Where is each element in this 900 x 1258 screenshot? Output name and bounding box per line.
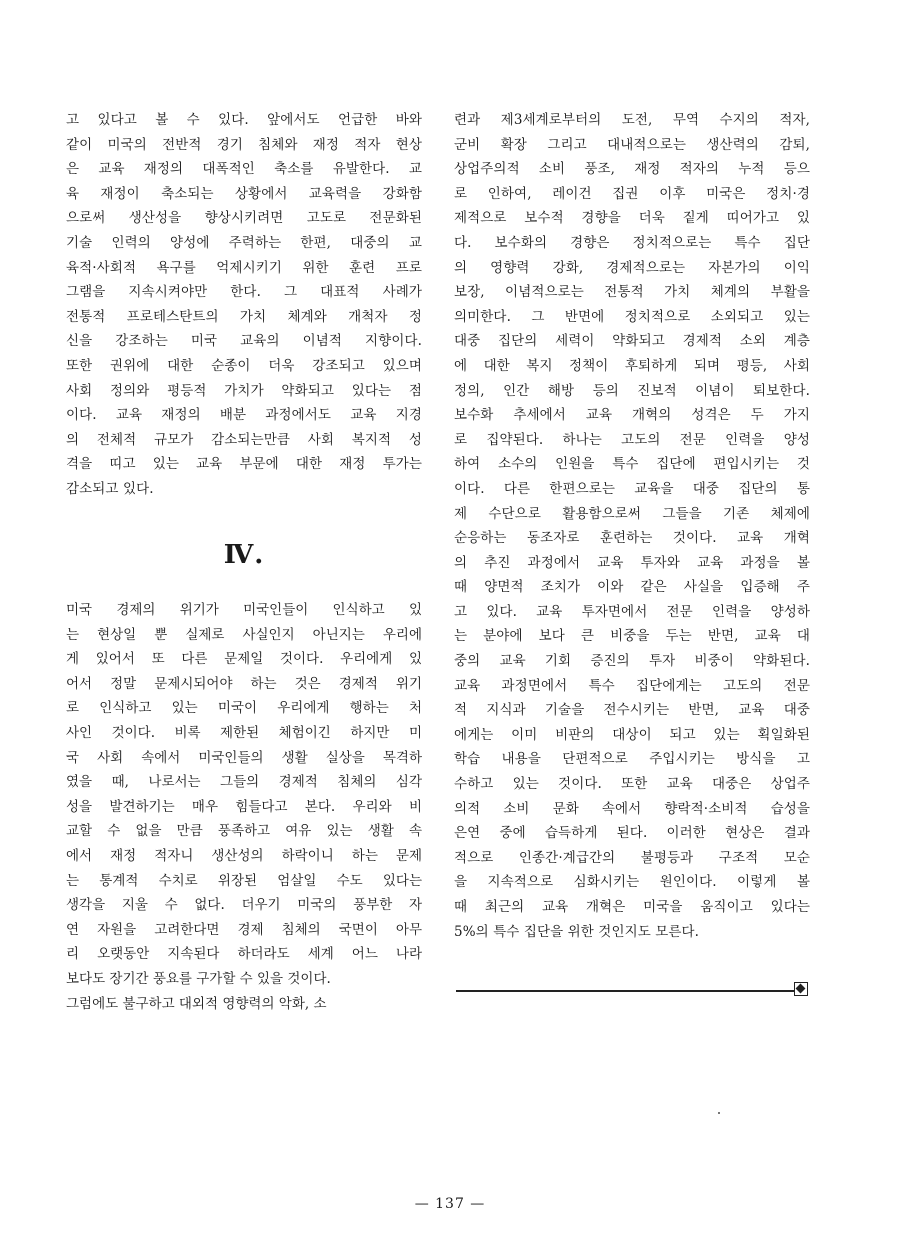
text-line: 같이 미국의 전반적 경기 침체와 재정 적자 현상 [66,136,422,153]
text-line: 육적·사회적 욕구를 억제시키기 위한 훈련 프로 [66,259,422,276]
text-line: 은연 중에 습득하게 된다. 이러한 현상은 결과 [454,825,810,842]
text-line: 교할 수 없을 만큼 풍족하고 여유 있는 생활 속 [66,823,422,840]
text-line: 신을 강조하는 미국 교육의 이념적 지향이다. [66,333,422,350]
text-line: 에 대한 복지 정책이 후퇴하게 되며 평등, 사회 [454,357,810,374]
text-line: 상업주의적 소비 풍조, 재정 적자의 누적 등으 [454,161,810,178]
text-line: 제 수단으로 활용함으로써 그들을 기존 체제에 [454,505,810,522]
text-line: 육 재정이 축소되는 상황에서 교육력을 강화함 [66,185,422,202]
text-line: 을 지속적으로 심화시키는 원인이다. 이렇게 볼 [454,874,810,891]
text-line: 때 최근의 교육 개혁은 미국을 움직이고 있다는 [454,899,810,915]
text-line: 그럼에도 불구하고 대외적 영향력의 악화, 소 [66,995,327,1012]
text-line: 보다도 장기간 풍요를 구가할 수 있을 것이다. [66,970,331,987]
text-line: 는 분야에 보다 큰 비중을 두는 반면, 교육 대 [454,628,810,645]
text-line: 에서 재정 적자니 생산성의 하락이니 하는 문제 [66,847,422,864]
text-line: 리 오랫동안 지속된다 하더라도 세계 어느 나라 [66,946,422,963]
text-line: 적 지식과 기술을 전수시키는 반면, 교육 대중 [454,702,810,719]
text-line: 의적 소비 문화 속에서 향락적·소비적 습성을 [454,800,810,817]
text-line: 게 있어서 또 다른 문제일 것이다. 우리에게 있 [66,651,422,668]
text-line: 또한 권위에 대한 순종이 더욱 강조되고 있으며 [66,357,422,374]
text-line: 였을 때, 나로서는 그들의 경제적 침체의 심각 [66,774,422,791]
text-line: 군비 확장 그리고 대내적으로는 생산력의 감퇴, [454,136,810,153]
text-line: 중의 교육 기회 증진의 투자 비중이 약화된다. [454,653,810,670]
text-line: 고 있다. 교육 투자면에서 전문 인력을 양성하 [454,603,810,620]
text-line: 로 인하여, 레이건 집권 이후 미국은 정치·경 [454,185,810,202]
text-line: 기술 인력의 양성에 주력하는 한편, 대중의 교 [66,234,422,251]
text-line: 대중 집단의 세력이 약화되고 경제적 소외 계층 [454,333,810,350]
text-line: 의 전체적 규모가 감소되는만큼 사회 복지적 성 [66,431,422,448]
text-line: 는 현상일 뿐 실제로 사실인지 아닌지는 우리에 [66,626,422,643]
section-heading: Ⅳ. [223,540,265,570]
text-line: 연 자원을 고려한다면 경제 침체의 국면이 아무 [66,921,422,938]
text-line: 으로써 생산성을 향상시키려면 고도로 전문화된 [66,210,422,227]
text-line: 로 집약된다. 하나는 고도의 전문 인력을 양성 [454,431,810,448]
text-line: 의 영향력 강화, 경제적으로는 자본가의 이익 [454,259,810,276]
text-line: 전통적 프로테스탄트의 가치 체계와 개척자 정 [66,308,422,325]
text-line: 그램을 지속시켜야만 한다. 그 대표적 사례가 [66,284,422,301]
text-line: 이다. 교육 재정의 배분 과정에서도 교육 지경 [66,407,422,424]
text-line: 보수화 추세에서 교육 개혁의 성격은 두 가지 [454,407,810,424]
section-end-rule [456,990,796,994]
text-line: 제적으로 보수적 경향을 더욱 짙게 띠어가고 있 [454,210,810,227]
text-line: 의미한다. 그 반면에 정치적으로 소외되고 있는 [454,308,810,325]
text-line: 순응하는 동조자로 훈련하는 것이다. 교육 개혁 [454,530,810,547]
text-line: 생각을 지울 수 없다. 더우기 미국의 풍부한 자 [66,897,422,914]
text-line: 에게는 이미 비판의 대상이 되고 있는 획일화된 [454,726,810,743]
text-line: 고 있다고 볼 수 있다. 앞에서도 언급한 바와 [66,112,422,128]
right-column-text [454,108,810,944]
text-line: 의 추진 과정에서 교육 투자와 교육 과정을 볼 [454,554,810,571]
text-line: 5%의 특수 집단을 위한 것인지도 모른다. [454,923,700,940]
left-column-paragraph-1 [66,108,422,502]
text-line: 학습 내용을 단편적으로 주입시키는 방식을 고 [454,751,810,768]
text-line: 사회 정의와 평등적 가치가 약화되고 있다는 점 [66,382,422,399]
text-line: 이다. 다른 한편으로는 교육을 대중 집단의 통 [454,480,810,497]
text-line: 적으로 인종간·계급간의 불평등과 구조적 모순 [454,849,810,866]
text-line: 때 양면적 조치가 이와 같은 사실을 입증해 주 [454,579,810,596]
speck [718,1112,720,1114]
text-line: 성을 발견하기는 매우 힘들다고 본다. 우리와 비 [66,798,422,815]
text-line: 하여 소수의 인원을 특수 집단에 편입시키는 것 [454,456,810,473]
text-line: 어서 정말 문제시되어야 하는 것은 경제적 위기 [66,675,422,692]
text-line: 는 통계적 수치로 위장된 엄살일 수도 있다는 [66,872,422,889]
text-line: 로 인식하고 있는 미국이 우리에게 행하는 처 [66,700,422,717]
text-line: 수하고 있는 것이다. 또한 교육 대중은 상업주 [454,776,810,793]
text-line: 보장, 이념적으로는 전통적 가치 체계의 부활을 [454,284,810,301]
text-line: 정의, 인간 해방 등의 진보적 이념이 퇴보한다. [454,382,810,399]
text-line: 사인 것이다. 비록 제한된 체험이긴 하지만 미 [66,724,422,741]
text-line: 련과 제3세계로부터의 도전, 무역 수지의 적자, [454,112,810,128]
text-line: 다. 보수화의 경향은 정치적으로는 특수 집단 [454,234,810,251]
diamond-end-mark-icon [794,982,808,996]
text-line: 미국 경제의 위기가 미국인들이 인식하고 있 [66,602,422,618]
left-column-paragraph-2 [66,598,422,1016]
text-line: 감소되고 있다. [66,480,154,497]
text-line: 격을 띠고 있는 교육 부문에 대한 재정 투가는 [66,456,422,473]
text-line: 은 교육 재정의 대폭적인 축소를 유발한다. 교 [66,161,422,178]
page-number: — 137 — [414,1196,486,1212]
text-line: 교육 과정면에서 특수 집단에게는 고도의 전문 [454,677,810,694]
text-line: 국 사회 속에서 미국인들의 생활 실상을 목격하 [66,749,422,766]
